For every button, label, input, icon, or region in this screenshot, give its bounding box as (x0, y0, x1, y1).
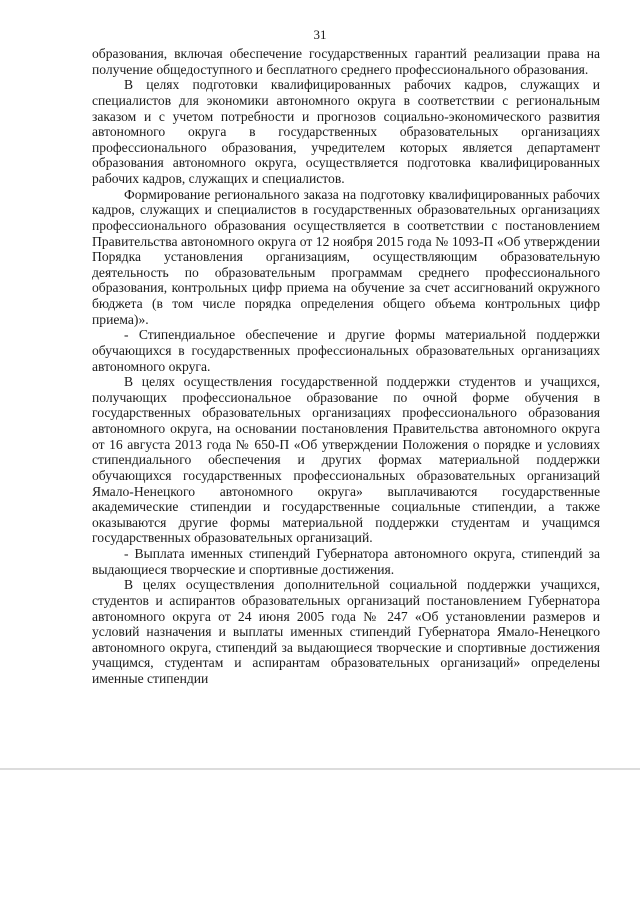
paragraph-state-support: В целях осуществления государственной поддержки студентов и учащихся, получающих профессиональное образование по очной форме обучения в государственных образовательных организациях профессионального образования автономного округа, на основании постановления Правительства автономного округа от 16 августа 2013 года № 650-П «Об утверждении Положения о порядке и условиях стипендиального обеспечения и других формах материальной поддержки обучающихся государственных профессиональных образовательных организаций Ямало-Ненецкого автономного округа» выплачиваются государственные академические стипендии и государственные социальные стипендии, а также оказываются другие формы материальной поддержки студентам и учащимся государственных образовательных организаций. (92, 374, 600, 546)
document-body (92, 46, 600, 687)
page-number: 31 (313, 27, 327, 42)
paragraph-additional-support: В целях осуществления дополнительной социальной поддержки учащихся, студентов и аспирантов образовательных организаций постановлением Губернатора автономного округа от 24 июня 2005 года № 247 «Об установлении размеров и условий назначения и выплаты именных стипендий Губернатора Ямало-Ненецкого автономного округа, стипендий за выдающиеся творческие и спортивные достижения учащимся, студентам и аспирантам образовательных организаций» определены именные стипендии (92, 577, 600, 686)
list-item-governor-stipends: - Выплата именных стипендий Губернатора автономного округа, стипендий за выдающиеся творческие и спортивные достижения. (92, 546, 600, 577)
list-item-stipend-support: - Стипендиальное обеспечение и другие формы материальной поддержки обучающихся в государственных профессиональных образовательных организациях автономного округа. (92, 327, 600, 374)
paragraph-regional-order: Формирование регионального заказа на подготовку квалифицированных рабочих кадров, служащих и специалистов в государственных образовательных организациях профессионального образования осуществляется в соответствии с постановлением Правительства автономного округа от 12 ноября 2015 года № 1093-П «Об утверждении Порядка установления организациям, осуществляющим образовательную деятельность по образовательным программам среднего профессионального образования, контрольных цифр приема на обучение за счет ассигнований окружного бюджета (в том числе порядка определения общего объема контрольных цифр приема)». (92, 186, 600, 327)
paragraph-continuation: образования, включая обеспечение государственных гарантий реализации права на получение общедоступного и бесплатного среднего профессионального образования. (92, 46, 600, 77)
blank-area (0, 770, 640, 905)
paragraph-workforce-training: В целях подготовки квалифицированных рабочих кадров, служащих и специалистов для экономики автономного округа в соответствии с региональным заказом и с учетом потребности и прогнозов социально-экономического развития автономного округа в государственных образовательных организациях профессионального образования, учредителем которых является департамент образования автономного округа, осуществляется подготовка квалифицированных рабочих кадров, служащих и специалистов. (92, 77, 600, 186)
